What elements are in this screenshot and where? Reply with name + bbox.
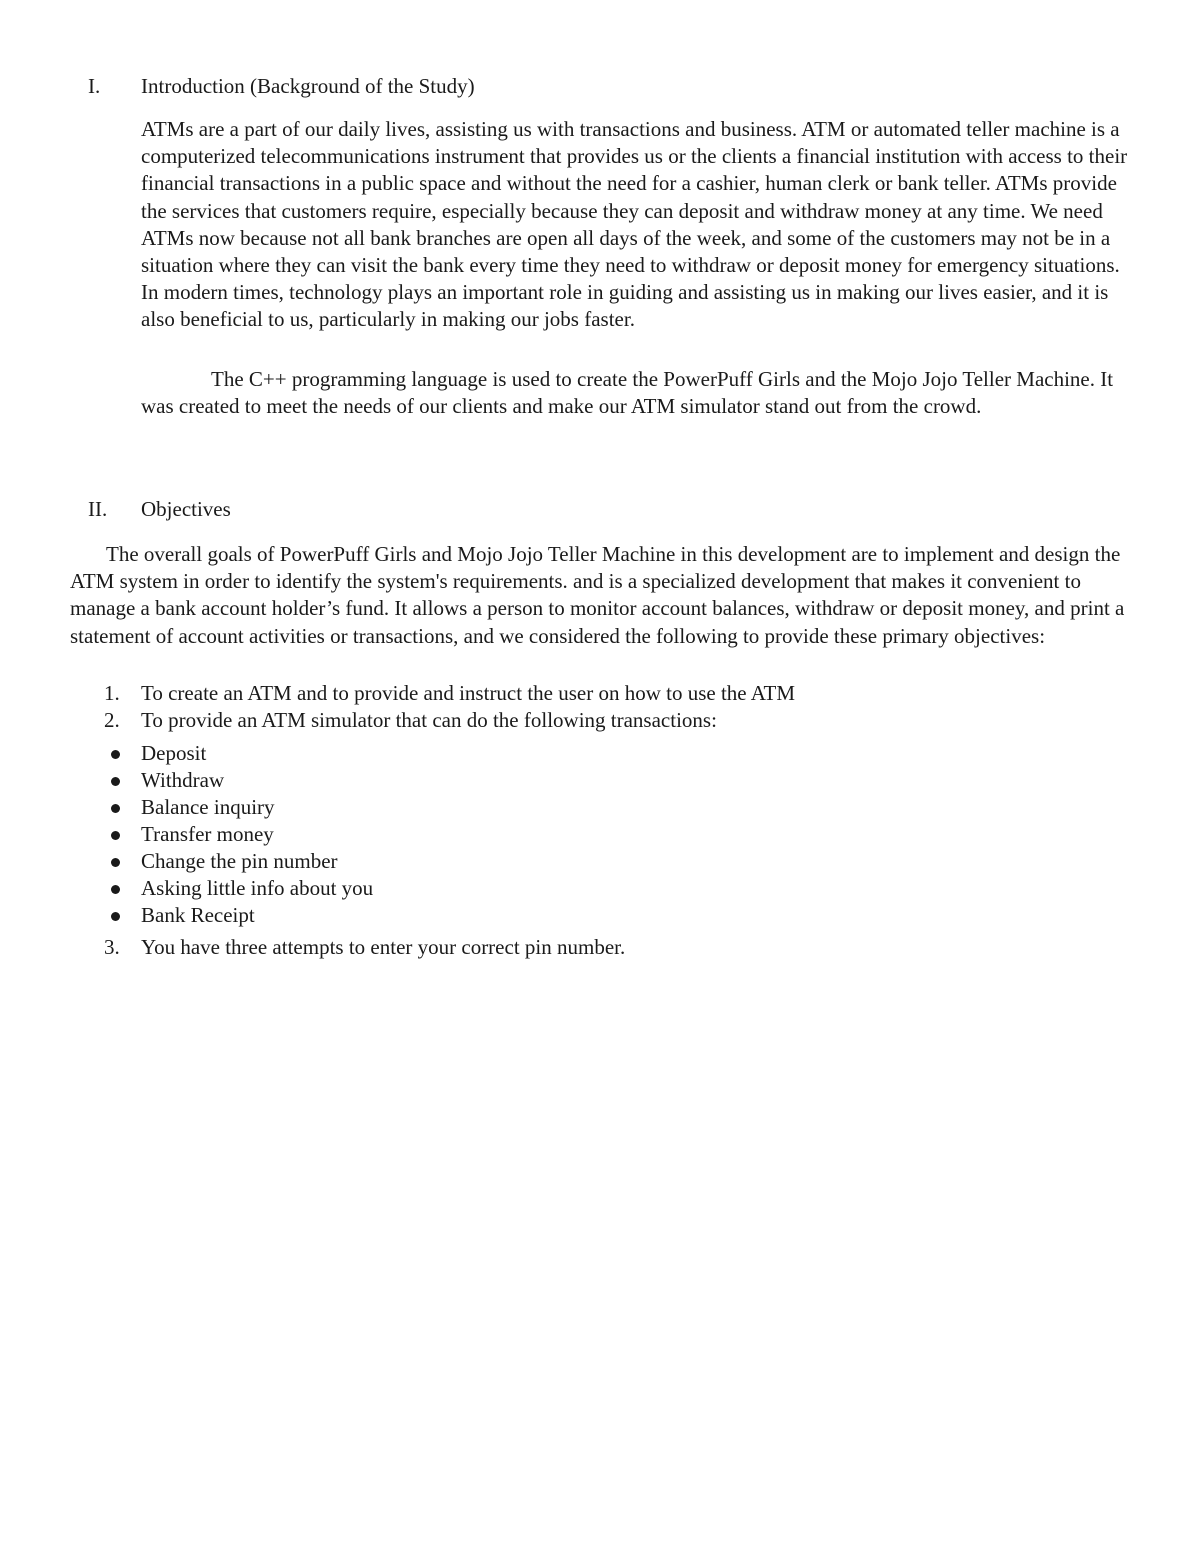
bullet-icon xyxy=(111,831,120,840)
list-item-text: To provide an ATM simulator that can do the following transactions: xyxy=(141,708,717,732)
list-marker: 3. xyxy=(104,935,120,959)
bullet-text: Deposit xyxy=(141,741,207,765)
bullet-item xyxy=(0,740,1200,767)
objectives-numbered-list-continued xyxy=(0,934,1200,961)
bullet-item xyxy=(0,767,1200,794)
list-marker: 1. xyxy=(104,681,120,705)
bullet-text: Asking little info about you xyxy=(141,876,374,900)
list-item xyxy=(0,680,1200,707)
intro-paragraph-2: The C++ programming language is used to create the PowerPuff Girls and the Mojo Jojo Teller Machine. It was created to meet the needs of our clients and make our ATM simulator stand out from the crowd. xyxy=(141,367,1114,419)
bullet-item xyxy=(0,821,1200,848)
bullet-text: Balance inquiry xyxy=(141,795,275,819)
bullet-icon xyxy=(111,750,120,759)
transactions-bullet-list xyxy=(0,740,1200,929)
list-item xyxy=(0,934,1200,961)
objectives-numbered-list xyxy=(0,680,1200,734)
section-title: Objectives xyxy=(141,497,231,521)
list-item xyxy=(0,707,1200,734)
list-marker: 2. xyxy=(104,708,120,732)
bullet-item xyxy=(0,848,1200,875)
bullet-icon xyxy=(111,777,120,786)
bullet-item xyxy=(0,902,1200,929)
bullet-item xyxy=(0,875,1200,902)
bullet-text: Change the pin number xyxy=(141,849,338,873)
objectives-paragraph: The overall goals of PowerPuff Girls and Mojo Jojo Teller Machine in this development are to implement and design the ATM system in order to identify the system's requirements. and is a specialized development that makes it convenient to manage a bank account holder’s fund. It allows a person to monitor account balances, withdraw or deposit money, and print a statement of account activities or transactions, and we considered the following to provide these primary objectives: xyxy=(70,542,1125,648)
bullet-icon xyxy=(111,912,120,921)
bullet-text: Transfer money xyxy=(141,822,274,846)
bullet-icon xyxy=(111,804,120,813)
list-item-text: You have three attempts to enter your correct pin number. xyxy=(141,935,626,959)
section-heading-objectives xyxy=(0,494,1200,524)
bullet-icon xyxy=(111,885,120,894)
bullet-text: Withdraw xyxy=(141,768,225,792)
section-numeral: II. xyxy=(88,497,108,521)
intro-paragraph-1: ATMs are a part of our daily lives, assisting us with transactions and business. ATM or automated teller machine is a computerized telecommunications instrument that provides us or the clients a financial institution with access to their financial transactions in a public space and without the need for a cashier, human clerk or bank teller. ATMs provide the services that customers require, especially because they can deposit and withdraw money at any time. We need ATMs now because not all bank branches are open all days of the week, and some of the customers may not be in a situation where they can visit the bank every time they need to withdraw or deposit money for emergency situations. In modern times, technology plays an important role in guiding and assisting us in making our lives easier, and it is also beneficial to us, particularly in making our jobs faster. xyxy=(141,117,1128,332)
section-numeral: I. xyxy=(88,74,101,98)
bullet-text: Bank Receipt xyxy=(141,903,255,927)
section-title: Introduction (Background of the Study) xyxy=(141,74,475,98)
bullet-icon xyxy=(111,858,120,867)
list-item-text: To create an ATM and to provide and instruct the user on how to use the ATM xyxy=(141,681,796,705)
section-heading-introduction xyxy=(0,71,1200,101)
bullet-item xyxy=(0,794,1200,821)
